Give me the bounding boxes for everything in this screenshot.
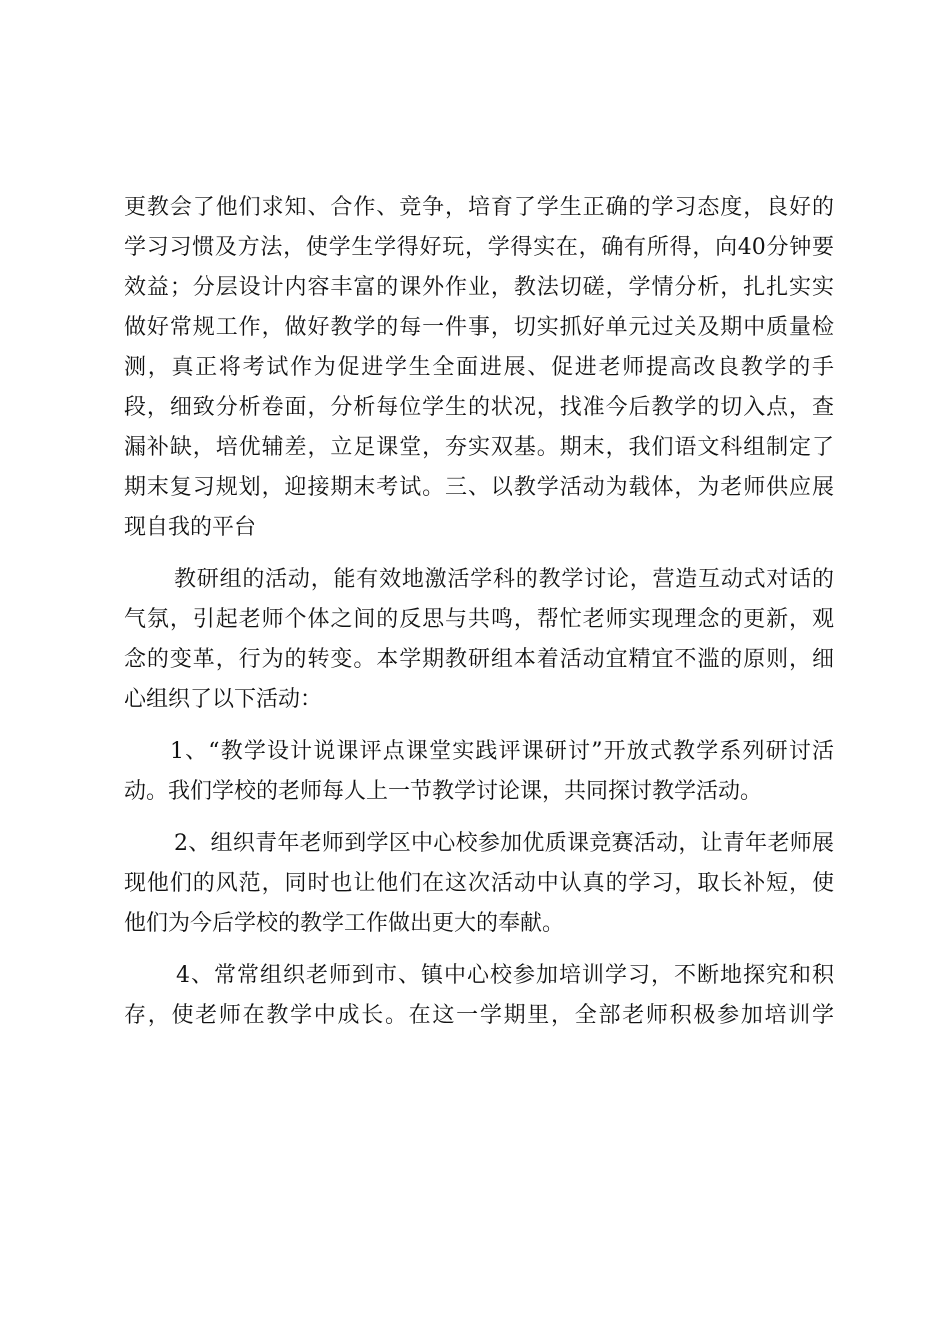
text-line: 2、组织青年老师到学区中心校参加优质课竞赛活动，让青年老师展 [174, 831, 834, 856]
paragraph-3 [124, 732, 834, 812]
paragraph-4 [124, 824, 834, 944]
text-line: 做好常规工作，做好教学的每一件事，切实抓好单元过关及期中质量检 [124, 315, 834, 340]
paragraph-spacer [124, 720, 834, 732]
paragraph-5 [124, 956, 834, 1036]
text-line: 漏补缺，培优辅差，立足课堂，夯实双基。期末，我们语文科组制定了 [124, 435, 834, 460]
text-line: 现自我的平台 [124, 515, 257, 540]
text-line: 教研组的活动，能有效地激活学科的教学讨论，营造互动式对话的 [174, 567, 834, 592]
text-line: 现他们的风范，同时也让他们在这次活动中认真的学习，取长补短，使 [124, 871, 834, 896]
paragraph-2 [124, 560, 834, 720]
paragraph-spacer [124, 812, 834, 824]
text-line: 段，细致分析卷面，分析每位学生的状况，找准今后教学的切入点，查 [124, 395, 834, 420]
paragraph-spacer [124, 944, 834, 956]
text-line: 1、“教学设计说课评点课堂实践评课研讨”开放式教学系列研讨活 [170, 739, 834, 764]
text-line: 效益；分层设计内容丰富的课外作业，教法切磋，学情分析，扎扎实实 [124, 275, 834, 300]
text-line: 存，使老师在教学中成长。在这一学期里，全部老师积极参加培训学 [124, 1003, 834, 1028]
text-line: 心组织了以下活动： [124, 687, 323, 712]
text-line: 学习习惯及方法，使学生学得好玩，学得实在，确有所得，向40分钟要 [124, 235, 834, 260]
paragraph-spacer [124, 548, 834, 560]
text-line: 更教会了他们求知、合作、竞争，培育了学生正确的学习态度，良好的 [124, 195, 834, 220]
text-line: 测，真正将考试作为促进学生全面进展、促进老师提高改良教学的手 [124, 355, 834, 380]
document-body [124, 188, 834, 1036]
text-line: 动。我们学校的老师每人上一节教学讨论课，共同探讨教学活动。 [124, 779, 763, 804]
text-line: 他们为今后学校的教学工作做出更大的奉献。 [124, 911, 565, 936]
text-line: 气氛，引起老师个体之间的反思与共鸣，帮忙老师实现理念的更新，观 [124, 607, 834, 632]
text-line: 念的变革，行为的转变。本学期教研组本着活动宜精宜不滥的原则，细 [124, 647, 834, 672]
paragraph-1 [124, 188, 834, 548]
text-line: 期末复习规划，迎接期末考试。三、以教学活动为载体，为老师供应展 [124, 475, 834, 500]
text-line: 4、常常组织老师到市、镇中心校参加培训学习，不断地探究和积 [176, 963, 834, 988]
